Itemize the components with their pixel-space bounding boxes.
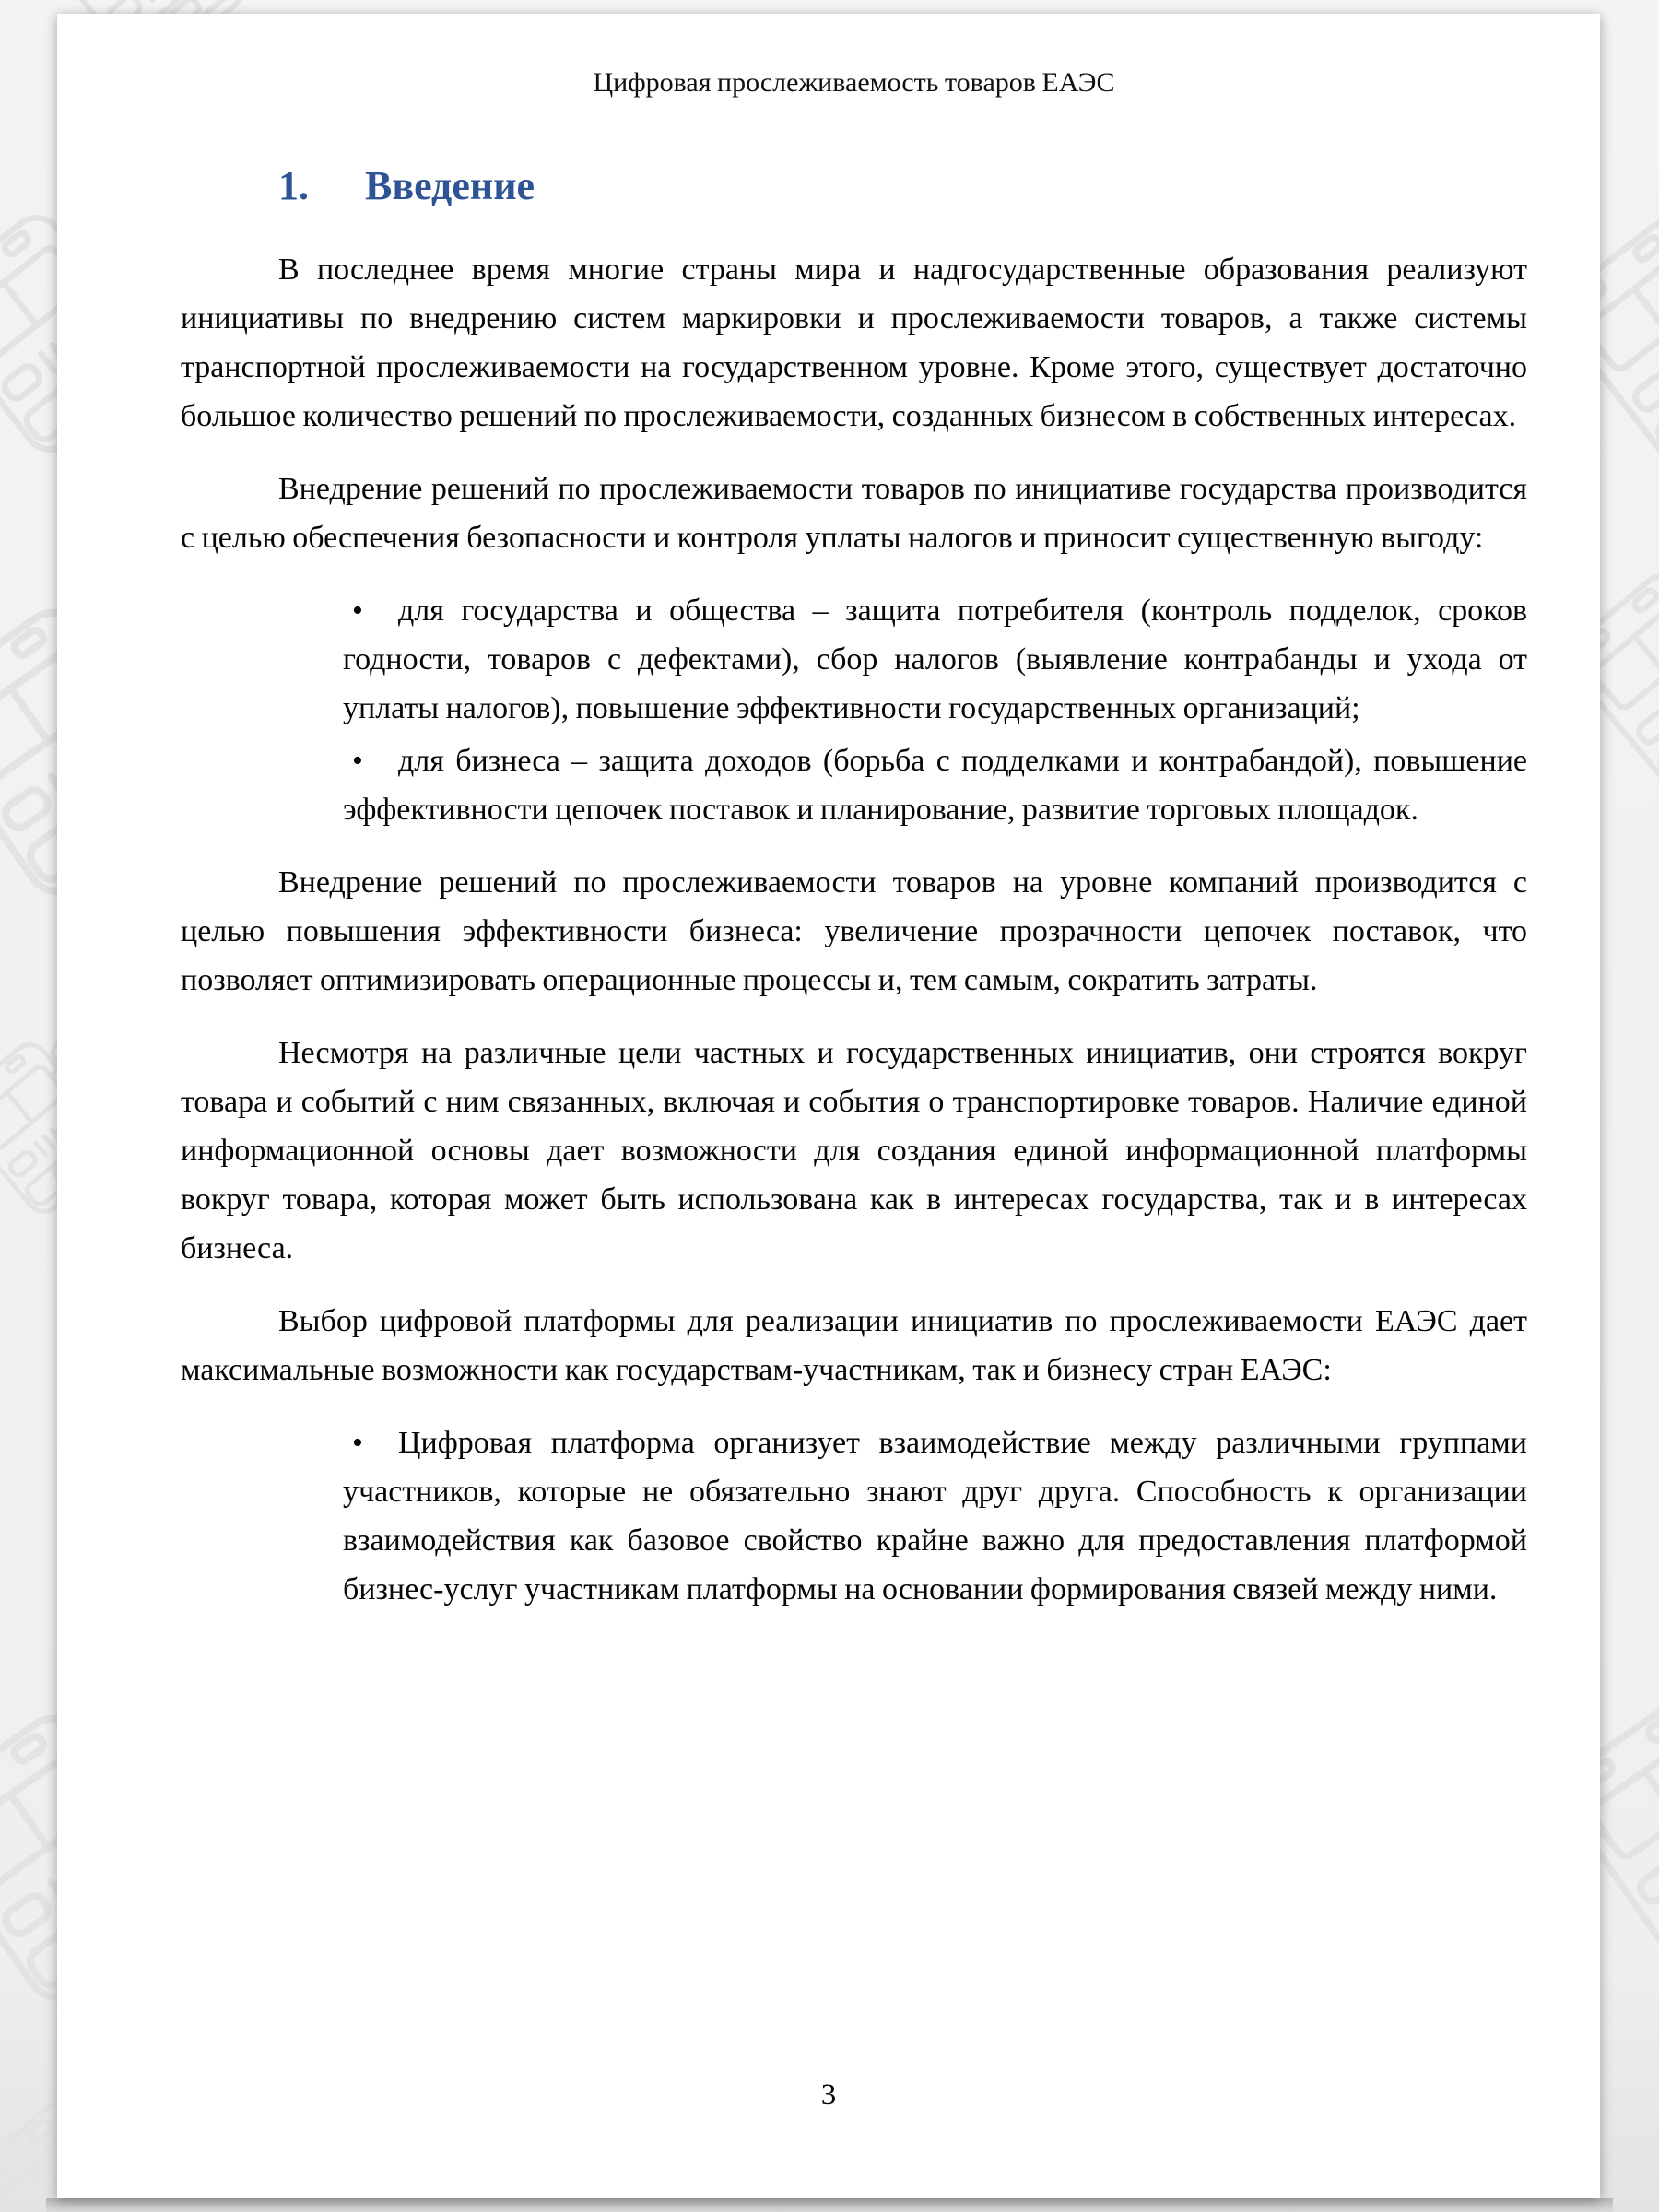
bullet-marker-icon: • [352,1426,363,1460]
document-page [57,14,1600,2198]
list-item-text: для бизнеса – защита доходов (борьба с подделками и контрабандой), повышение эффективности цепочек поставок и планирование, развитие торговых площадок. [343,744,1527,827]
list-item [181,736,1527,834]
paragraph: Несмотря на различные цели частных и государственных инициатив, они строятся вокруг товара и событий с ним связанных, включая и события о транспортировке товаров. Наличие единой информационной основы дает возможности для создания единой информационной платформы вокруг товара, которая может быть использована как в интересах государства, так и в интересах бизнеса. [181,1036,1527,1265]
section-number: 1. [278,163,309,208]
page-bottom-shadow [46,2198,1613,2212]
bullet-list [181,1418,1527,1614]
list-item [181,586,1527,733]
bullet-marker-icon: • [352,744,363,778]
paragraph: Выбор цифровой платформы для реализации инициатив по прослеживаемости ЕАЭС дает максимальные возможности как государствам-участникам, так и бизнесу стран ЕАЭС: [181,1304,1527,1387]
list-item-text: Цифровая платформа организует взаимодействие между различными группами участников, которые не обязательно знают друг друга. Способность к организации взаимодействия как базовое свойство крайне важно для предоставления платформой бизнес-услуг участникам платформы на основании формирования связей между ними. [343,1426,1527,1606]
page-number: 3 [820,2078,837,2112]
bullet-list [181,586,1527,834]
page-content [181,14,1527,1614]
list-item-text: для государства и общества – защита потребителя (контроль подделок, сроков годности, товаров с дефектами), сбор налогов (выявление контрабанды и ухода от уплаты налогов), повышение эффективности государственных организаций; [343,594,1527,725]
running-header: Цифровая прослеживаемость товаров ЕАЭС [593,67,1115,98]
paragraph: Внедрение решений по прослеживаемости товаров по инициативе государства производится с целью обеспечения безопасности и контроля уплаты налогов и приносит существенную выгоду: [181,472,1527,555]
list-item [181,1418,1527,1614]
paragraph: В последнее время многие страны мира и надгосударственные образования реализуют инициативы по внедрению систем маркировки и прослеживаемости товаров, а также системы транспортной прослеживаемости на государственном уровне. Кроме этого, существует достаточно большое количество решений по прослеживаемости, созданных бизнесом в собственных интересах. [181,253,1527,433]
section-title: Введение [365,163,535,208]
paragraph: Внедрение решений по прослеживаемости товаров на уровне компаний производится с целью повышения эффективности бизнеса: увеличение прозрачности цепочек поставок, что позволяет оптимизировать операционные процессы и, тем самым, сократить затраты. [181,865,1527,997]
section-heading [278,160,1527,212]
bullet-marker-icon: • [352,594,363,628]
